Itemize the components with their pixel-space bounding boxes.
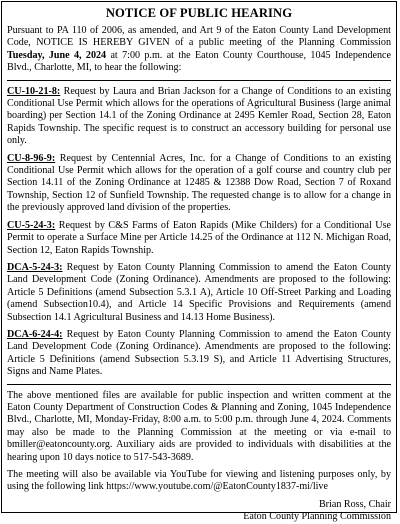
availability-paragraph: The above mentioned files are available for public inspection and written comment at the Eaton County Department of Construction Codes & Planning and Zoning, 1045 Independence Blvd., Charlotte, MI, Monday-Friday, 8:00 a.m. to 5:00 p.m. through June 4, 2024. Comments may also be made to the Planning Commission at the meeting or via e-mail to bmiller@eatoncounty.org. Auxiliary aids are provided to individuals with disabilities at the hearing upon 10 days notice to 517-543-3689. bbox=[7, 389, 391, 463]
request-text: Request by Centennial Acres, Inc. for a Change of Conditions to an existing Conditional Use Permit which allows for the operation of a golf course and country club per Section 14.11 of the Zoning Ordinance at 12485 & 12388 Dow Road, Section 7 of Roxand Township, Section 12 of Sunfield Township. The requested change is to allow for a change in the previously approved land division of the properties. bbox=[7, 152, 391, 214]
signatory-name: Brian Ross, Chair bbox=[318, 498, 391, 510]
request-item bbox=[7, 153, 391, 215]
youtube-paragraph: The meeting will also be available via YouTube for viewing and listening purposes only, by using the following link https://www.youtube.com/@EatonCounty1837-mi/live bbox=[7, 469, 391, 493]
section-divider bbox=[7, 80, 391, 81]
public-hearing-notice bbox=[1, 1, 397, 523]
request-text: Request by C&S Farms of Eaton Rapids (Mike Childers) for a Conditional Use Permit to operate a Surface Mine per Article 14.25 of the Ordinance at 112 N. Michigan Road, Section 12, Eaton Rapids Township. bbox=[7, 219, 391, 256]
request-code: CU-5-24-3: bbox=[7, 219, 56, 231]
request-text: Request by Eaton County Planning Commission to amend the Eaton County Land Development Code (Zoning Ordinance). Amendments are proposed to the following: Article 5 Definitions (amend Subsection 5.3.1 A), Article 10 Off-Street Parking and Loading (amend Subsection10.4), and Article 14 Specific Provisions and Requirements (amend Subsection 14.1 Agricultural Business and 14.13 Home Business). bbox=[7, 261, 391, 323]
section-divider bbox=[7, 384, 391, 385]
request-item bbox=[7, 220, 391, 257]
request-item bbox=[7, 86, 391, 148]
signatory-organization: Eaton County Planning Commission bbox=[243, 511, 391, 523]
hearing-date: Tuesday, June 4, 2024 bbox=[7, 49, 107, 61]
request-code: CU-8-96-9: bbox=[7, 152, 56, 164]
request-text: Request by Eaton County Planning Commission to amend the Eaton County Land Development Code (Zoning Ordinance). Amendments are proposed to the following: Article 5 Definitions (amend Subsection 5.3.19 S), and Article 11 Advertising Structures, Signs and Name Plates. bbox=[7, 328, 391, 378]
signature-block bbox=[7, 499, 391, 524]
notice-title: NOTICE OF PUBLIC HEARING bbox=[105, 6, 293, 20]
request-item bbox=[7, 262, 391, 324]
intro-text: Pursuant to PA 110 of 2006, as amended, and Art 9 of the Eaton County Land Development Code, NOTICE IS HEREBY GIVEN of a public meeting of the Planning Commission bbox=[7, 25, 391, 49]
intro-paragraph bbox=[7, 25, 391, 75]
request-code: DCA-5-24-3: bbox=[7, 261, 63, 273]
intro-text-end: at 7:00 p.m. at the Eaton County Courthouse, 1045 Independence Blvd., Charlotte, MI, to hear the following: bbox=[7, 49, 391, 74]
request-code: CU-10-21-8: bbox=[7, 85, 61, 97]
request-code: DCA-6-24-4: bbox=[7, 328, 63, 340]
request-text: Request by Laura and Brian Jackson for a Change of Conditions to an existing Conditional Use Permit which allows for the operations of Agricultural Business (large animal boarding) per Section 14.1 of the Zoning Ordinance at 2495 Kemler Road, Section 28, Eaton Rapids Township. The specific request is to construct an accessory building for personal use only. bbox=[7, 85, 391, 147]
request-item bbox=[7, 329, 391, 379]
